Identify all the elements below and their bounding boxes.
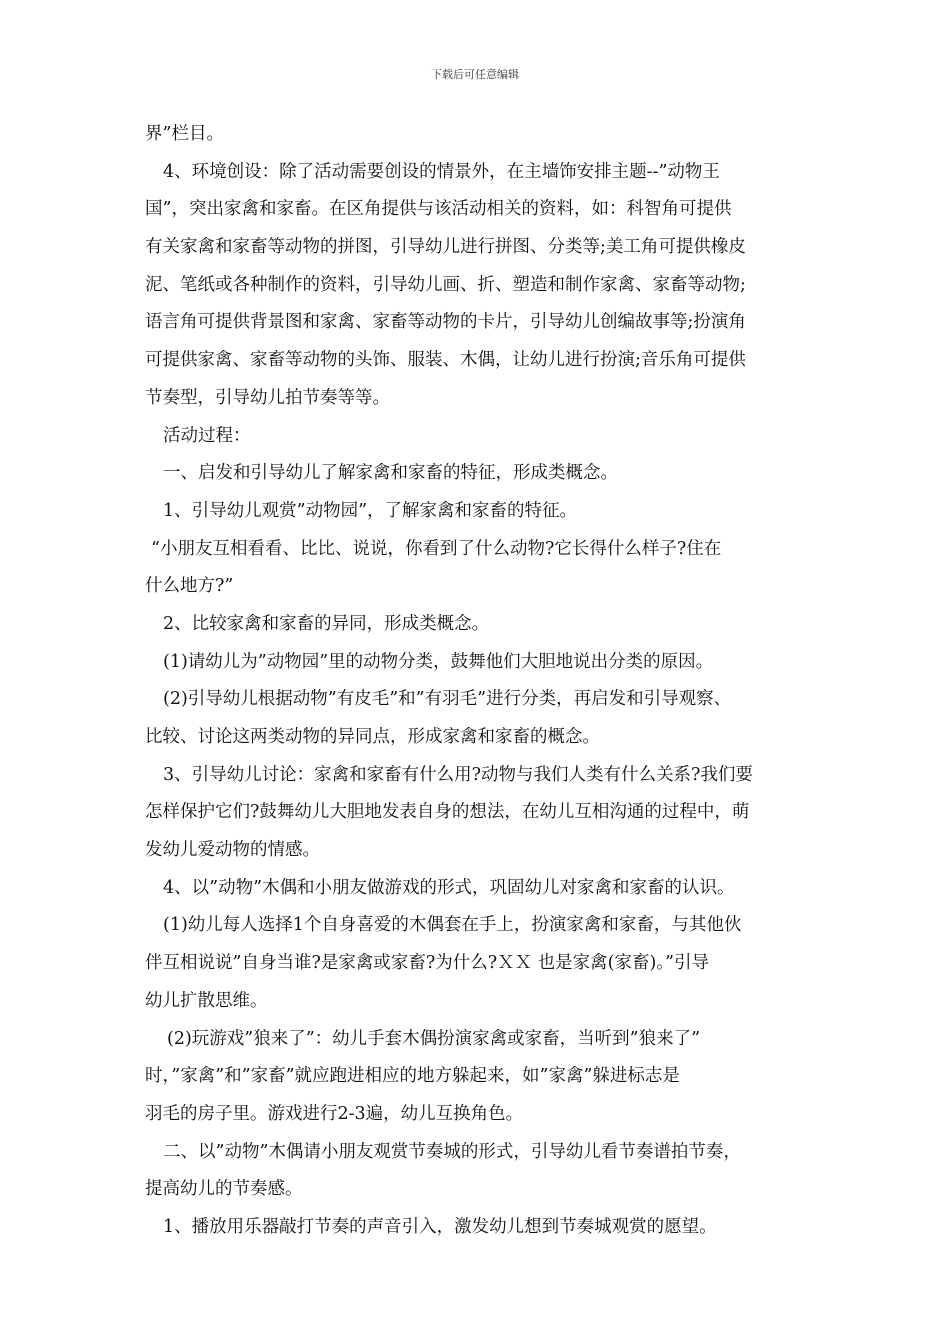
text-line: 时，”家禽”和”家畜”就应跑进相应的地方躲起来，如”家禽”躲进标志是 [145, 1066, 680, 1087]
text-line: 界”栏目。 [145, 124, 224, 144]
text-line: 泥、笔纸或各种制作的资料，引导幼儿画、折、塑造和制作家禽、家畜等动物; [145, 274, 746, 295]
text-line: 4、以”动物”木偶和小朋友做游戏的形式，巩固幼儿对家禽和家畜的认识。 [163, 877, 735, 898]
text-line: (2)玩游戏”狼来了”：幼儿手套木偶扮演家禽或家畜，当听到”狼来了” [167, 1028, 701, 1049]
text-line: 国”，突出家禽和家畜。在区角提供与该活动相关的资料，如：科智角可提供 [145, 199, 732, 220]
text-line: 可提供家禽、家畜等动物的头饰、服装、木偶，让幼儿进行扮演;音乐角可提供 [145, 350, 746, 371]
text-line: 有关家禽和家畜等动物的拼图，引导幼儿进行拼图、分类等;美工角可提供橡皮 [145, 237, 746, 258]
text-line: 二、以”动物”木偶请小朋友观赏节奏城的形式，引导幼儿看节奏谱拍节奏， [163, 1141, 741, 1162]
text-line: 羽毛的房子里。游戏进行2-3遍，幼儿互换角色。 [145, 1103, 524, 1124]
text-line: 比较、讨论这两类动物的异同点，形成家禽和家畜的概念。 [145, 727, 600, 747]
page-header: 下载后可任意编辑 [431, 68, 519, 81]
text-line: “小朋友互相看看、比比、说说，你看到了什么动物?它长得什么样子?住在 [151, 538, 722, 559]
text-line: 伴互相说说”自身当谁?是家禽或家畜?为什么?ＸＸ 也是家禽(家畜)。”引导 [145, 953, 710, 974]
text-line: 一、启发和引导幼儿了解家禽和家畜的特征，形成类概念。 [163, 463, 618, 484]
text-line: 提高幼儿的节奏感。 [145, 1179, 303, 1200]
text-line: 1、播放用乐器敲打节奏的声音引入，激发幼儿想到节奏城观赏的愿望。 [163, 1216, 717, 1237]
text-line: 发幼儿爱动物的情感。 [145, 840, 320, 861]
text-line: (1)请幼儿为”动物园”里的动物分类，鼓舞他们大胆地说出分类的原因。 [163, 651, 714, 672]
text-line: 怎样保护它们?鼓舞幼儿大胆地发表自身的想法，在幼儿互相沟通的过程中，萌 [145, 802, 750, 823]
text-line: 活动过程： [163, 425, 251, 446]
text-line: 1、引导幼儿观赏”动物园”，了解家禽和家畜的特征。 [163, 500, 578, 521]
text-line: 2、比较家禽和家畜的异同，形成类概念。 [163, 613, 490, 634]
text-line: 4、环境创设：除了活动需要创设的情景外，在主墙饰安排主题--”动物王 [163, 161, 720, 182]
text-line: 3、引导幼儿讨论：家禽和家畜有什么用?动物与我们人类有什么关系?我们要 [163, 764, 753, 785]
text-line: 什么地方?” [145, 576, 234, 597]
text-line: 幼儿扩散思维。 [145, 990, 268, 1011]
text-line: 节奏型，引导幼儿拍节奏等等。 [145, 387, 390, 408]
text-line: 语言角可提供背景图和家禽、家畜等动物的卡片，引导幼儿创编故事等;扮演角 [145, 312, 746, 333]
text-line: (2)引导幼儿根据动物”有皮毛”和”有羽毛”进行分类，再启发和引导观察、 [163, 689, 732, 710]
document-body [145, 116, 830, 1247]
text-line: (1)幼儿每人选择1个自身喜爱的木偶套在手上，扮演家禽和家畜，与其他伙 [163, 915, 742, 936]
